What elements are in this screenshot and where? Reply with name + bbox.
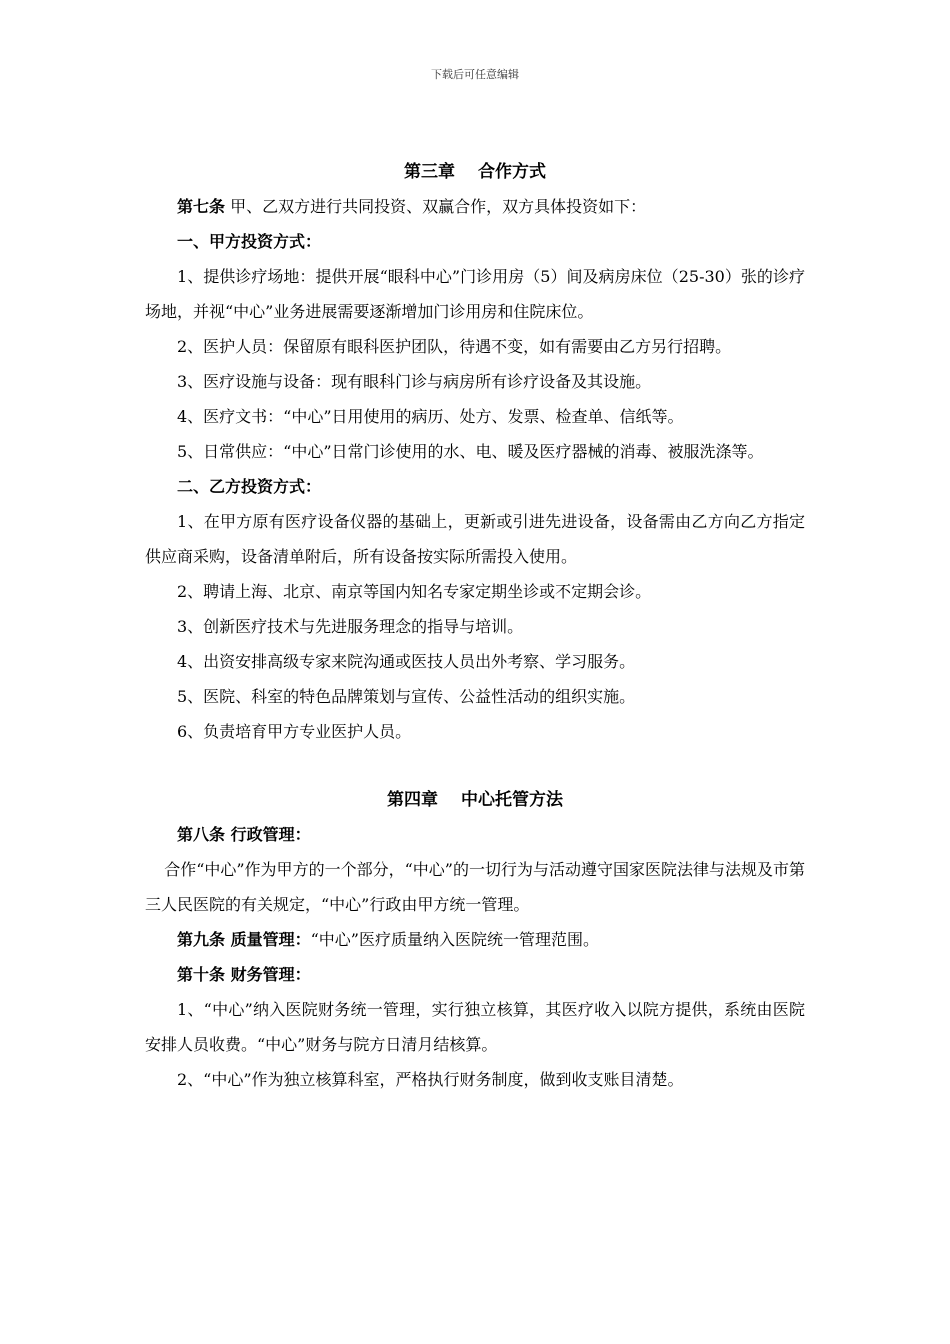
article-7-label: 第七条: [177, 197, 226, 216]
party-a-item-1: 1、提供诊疗场地：提供开展“眼科中心”门诊用房（5）间及病房床位（25-30）张的诊疗场地，并视“中心”业务进展需要逐渐增加门诊用房和住院床位。: [145, 267, 805, 321]
article-7-text: 甲、乙双方进行共同投资、双赢合作，双方具体投资如下：: [225, 197, 647, 216]
article-7: [145, 189, 805, 224]
article-10-item-2: 2、“中心”作为独立核算科室，严格执行财务制度，做到收支账目清楚。: [177, 1070, 684, 1089]
article-9: [145, 922, 805, 957]
party-a-item-4: 4、医疗文书：“中心”日用使用的病历、处方、发票、检查单、信纸等。: [177, 407, 684, 426]
party-b-item-6: 6、负责培育甲方专业医护人员。: [177, 722, 412, 741]
article-8-text: 合作“中心”作为甲方的一个部分，“中心”的一切行为与活动遵守国家医院法律与法规及市第三人民医院的有关规定，“中心”行政由甲方统一管理。: [145, 860, 805, 914]
page-header-note: 下载后可任意编辑: [431, 68, 519, 81]
article-9-label: 第九条 质量管理：: [177, 930, 311, 949]
section-spacer: [145, 749, 805, 783]
document-body: [145, 155, 805, 1097]
article-9-text: “中心”医疗质量纳入医院统一管理范围。: [310, 930, 599, 949]
party-a-item-5: 5、日常供应：“中心”日常门诊使用的水、电、暖及医疗器械的消毒、被服洗涤等。: [177, 442, 764, 461]
party-b-item-3: 3、创新医疗技术与先进服务理念的指导与培训。: [177, 617, 524, 636]
party-a-item-2: 2、医护人员：保留原有眼科医护团队，待遇不变，如有需要由乙方另行招聘。: [177, 337, 732, 356]
chapter-3-title: 第三章 合作方式: [404, 162, 546, 182]
article-8-heading: 第八条 行政管理：: [177, 825, 311, 844]
article-10-heading: 第十条 财务管理：: [177, 965, 311, 984]
chapter-4-title: 第四章 中心托管方法: [387, 790, 563, 810]
party-b-item-2: 2、聘请上海、北京、南京等国内知名专家定期坐诊或不定期会诊。: [177, 582, 652, 601]
party-b-item-1: 1、在甲方原有医疗设备仪器的基础上，更新或引进先进设备，设备需由乙方向乙方指定供应商采购，设备清单附后，所有设备按实际所需投入使用。: [145, 512, 805, 566]
party-a-heading: 一、甲方投资方式：: [177, 232, 322, 251]
party-a-item-3: 3、医疗设施与设备：现有眼科门诊与病房所有诊疗设备及其设施。: [177, 372, 652, 391]
party-b-item-4: 4、出资安排高级专家来院沟通或医技人员出外考察、学习服务。: [177, 652, 636, 671]
party-b-heading: 二、乙方投资方式：: [177, 477, 322, 496]
party-b-item-5: 5、医院、科室的特色品牌策划与宣传、公益性活动的组织实施。: [177, 687, 636, 706]
article-10-item-1: 1、“中心”纳入医院财务统一管理，实行独立核算，其医疗收入以院方提供，系统由医院安排人员收费。“中心”财务与院方日清月结核算。: [145, 1000, 805, 1054]
